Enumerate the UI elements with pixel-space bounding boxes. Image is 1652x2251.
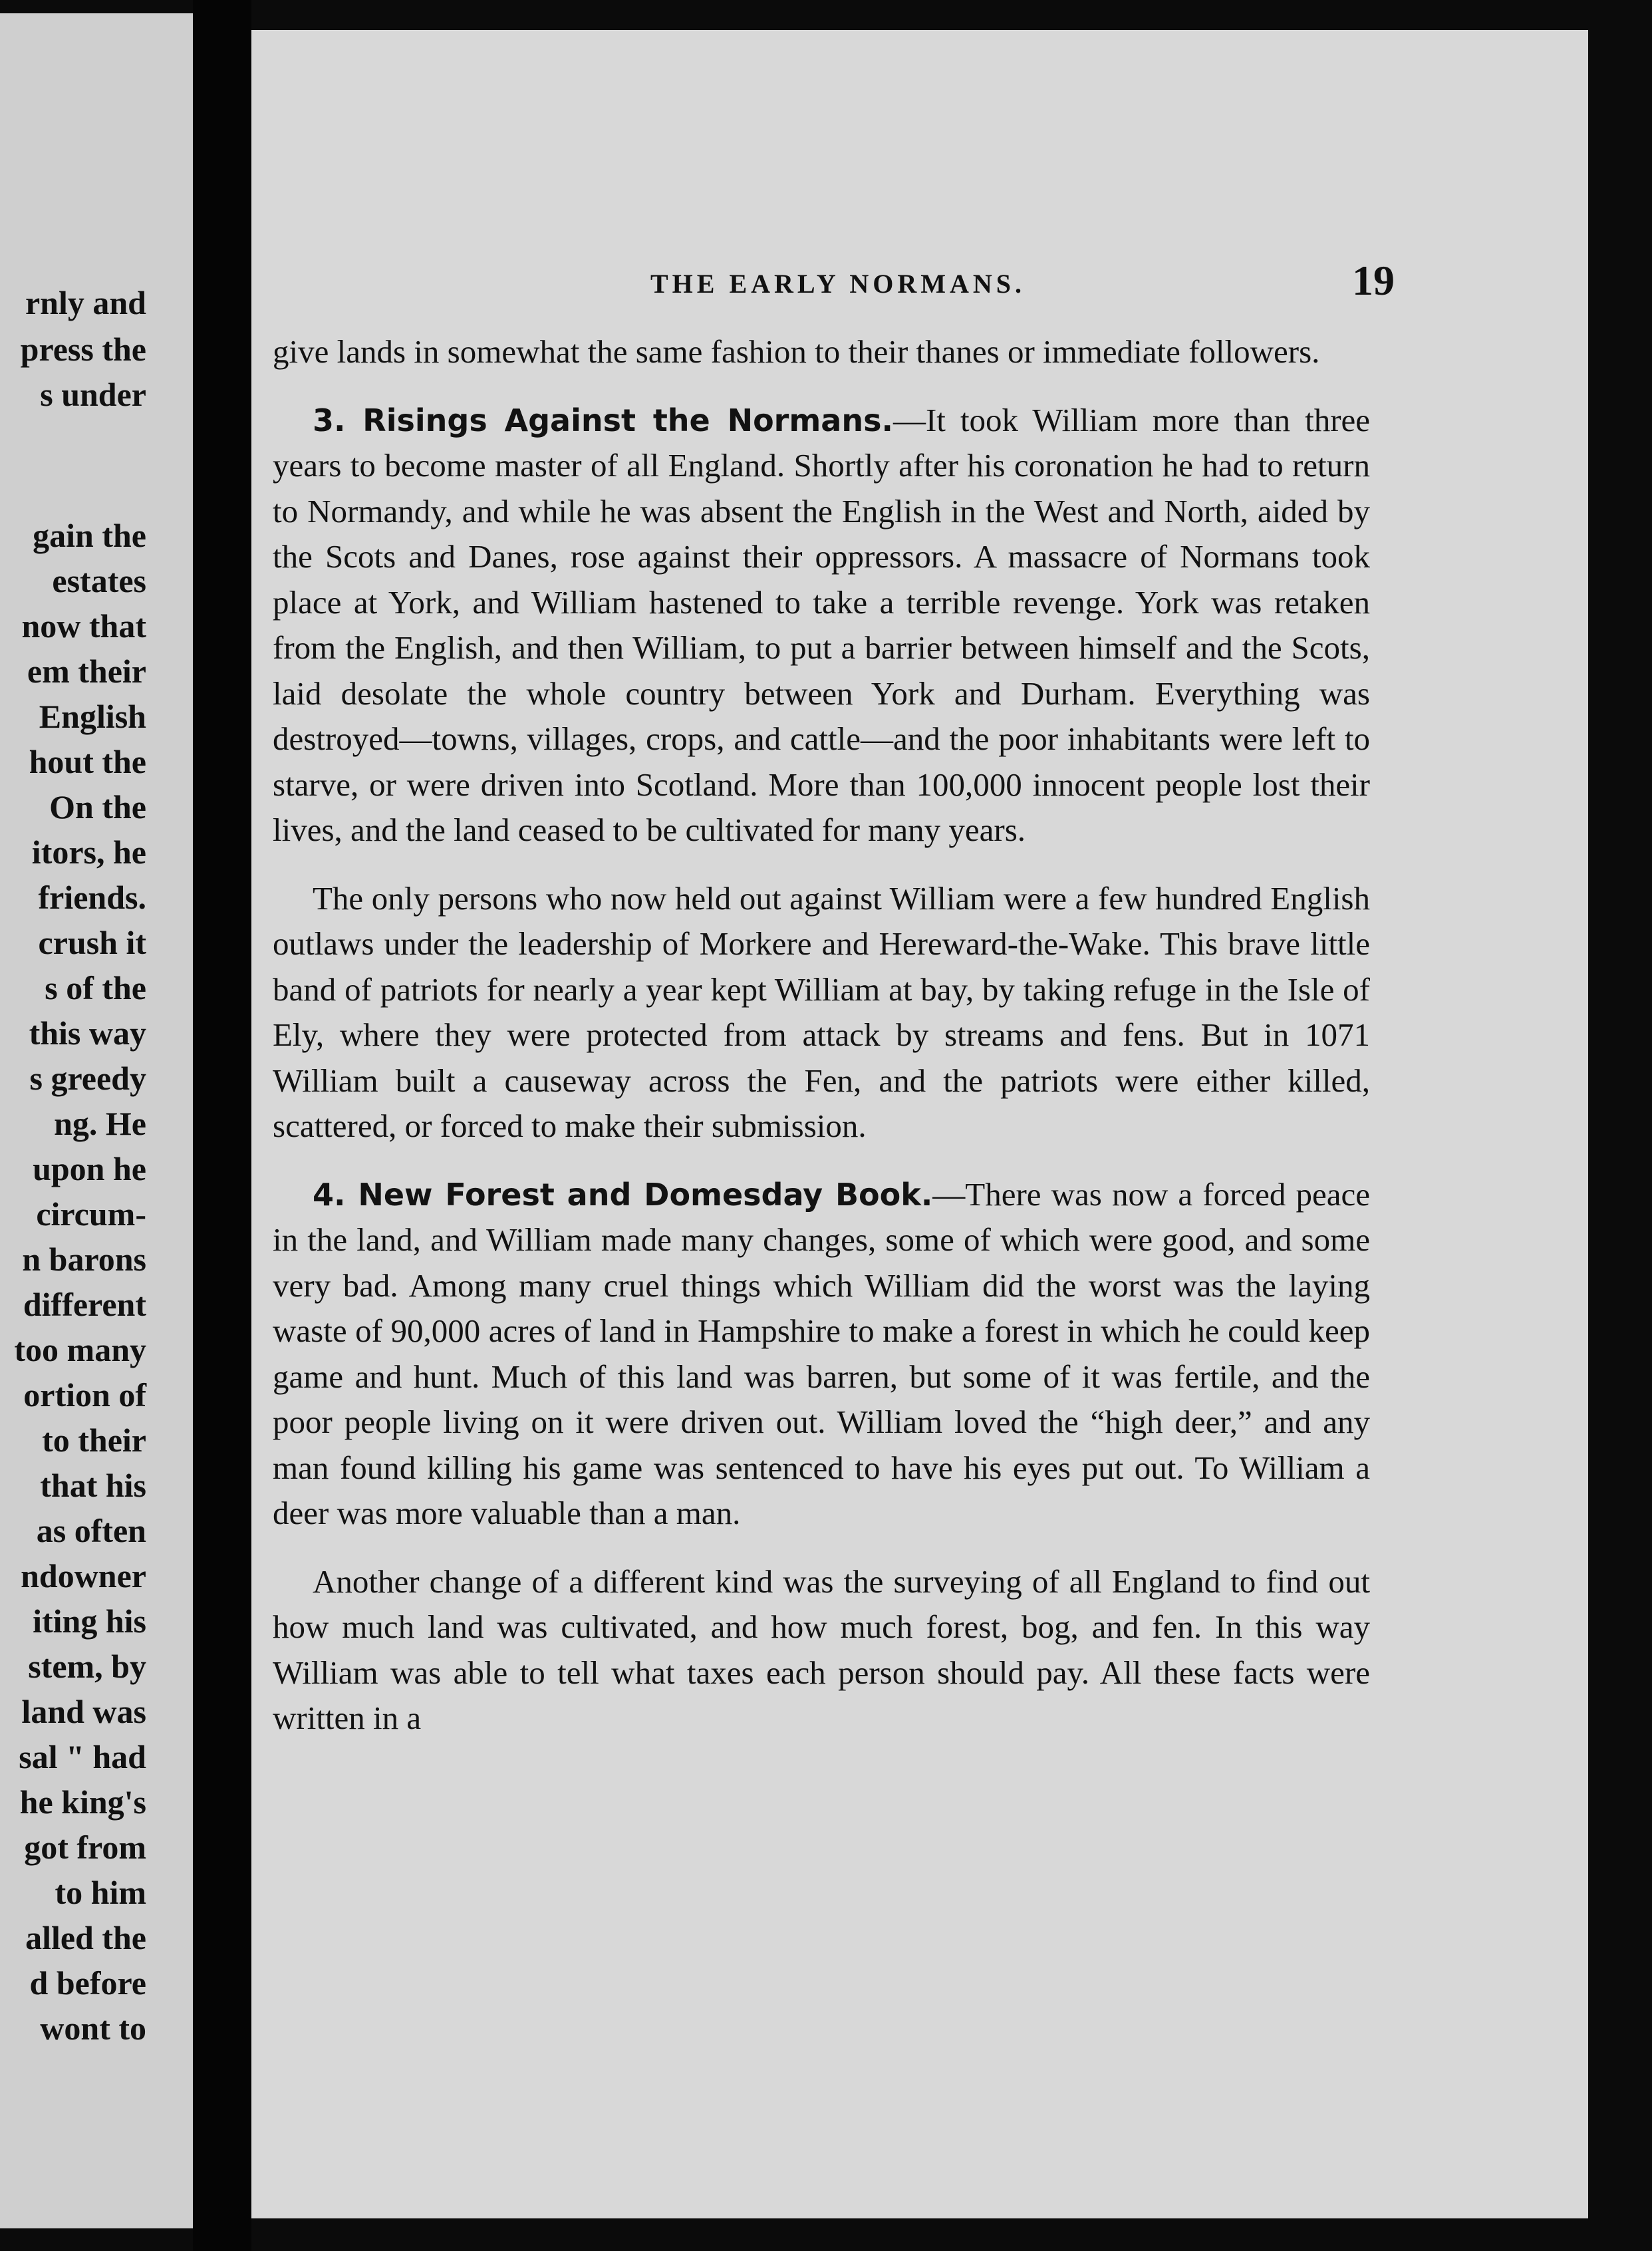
- section-4-text: —There was now a forced peace in the land, and William made many changes, some of which were good, and some very bad. Among many cruel things which William did the worst was the laying waste of 90,000 acres of land in Hampshire to make a forest in which he could keep game and hunt. Much of this land was barren, but some of it was fertile, and the poor people living on it were driven out. William loved the “high deer,” and any man found killing his game was sentenced to have his eyes put out. To William a deer was more valuable than a man.: [273, 1175, 1370, 1531]
- book-page: [251, 30, 1588, 2218]
- section-4-paragraph: [273, 1172, 1370, 1537]
- left-page-line: d before: [29, 1964, 146, 2002]
- left-page-line: he king's: [19, 1783, 146, 1821]
- left-page-line: circum-: [36, 1195, 146, 1233]
- left-page-line: rnly and: [25, 284, 146, 321]
- left-page-line: different: [23, 1286, 146, 1323]
- left-page-line: to him: [55, 1874, 146, 1911]
- left-page-line: em their: [27, 653, 146, 690]
- left-page-line: to their: [42, 1422, 146, 1459]
- left-page-line: that his: [40, 1467, 146, 1504]
- left-page-line: upon he: [33, 1150, 146, 1187]
- page-number: 19: [1352, 257, 1395, 304]
- book-gutter: [193, 0, 251, 2251]
- page-header: [251, 257, 1588, 315]
- left-page-line: ortion of: [23, 1376, 146, 1414]
- left-page-line: wont to: [40, 2010, 146, 2047]
- paragraph-continued: give lands in somewhat the same fashion to their thanes or immediate followers.: [273, 333, 1320, 370]
- left-page-line: English: [39, 698, 146, 735]
- left-page-line: gain the: [33, 517, 146, 554]
- page-body: [273, 329, 1370, 1741]
- left-page-line: friends.: [38, 879, 146, 916]
- left-page-fragment: [0, 13, 193, 2228]
- left-page-line: hout the: [29, 743, 146, 780]
- section-3-heading: 3. Risings Against the Normans.: [313, 402, 893, 438]
- left-page-line: s under: [40, 376, 146, 413]
- left-page-line: as often: [36, 1512, 146, 1549]
- section-3-text: —It took William more than three years to become master of all England. Shortly after his coronation he had to return to Normandy, and while he was absent the English in the West and North, aided by the Scots and Danes, rose against their oppressors. A massacre of Normans took place at York, and William hastened to take a terrible revenge. York was retaken from the English, and then William, to put a barrier between himself and the Scots, laid desolate the whole country between York and Durham. Everything was destroyed—towns, villages, crops, and cattle—and the poor inhabitants were left to starve, or were driven into Scotland. More than 100,000 innocent people lost their lives, and the land ceased to be cultivated for many years.: [273, 401, 1371, 848]
- left-page-line: estates: [52, 562, 146, 599]
- left-page-line: ng. He: [54, 1105, 146, 1142]
- left-page-line: s greedy: [29, 1060, 146, 1097]
- left-page-line: got from: [24, 1829, 146, 1866]
- left-page-line: s of the: [45, 969, 146, 1006]
- left-page-line: too many: [14, 1331, 146, 1368]
- left-page-line: crush it: [38, 924, 146, 961]
- paragraph-outlaws: The only persons who now held out against William were a few hundred English outlaws under the leadership of Morkere and Hereward-the-Wake. This brave little band of patriots for nearly a year kept William at bay, by taking refuge in the Isle of Ely, where they were protected from attack by streams and fens. But in 1071 William built a causeway across the Fen, and the patriots were either killed, scattered, or forced to make their submission.: [273, 879, 1370, 1144]
- left-page-line: alled the: [25, 1919, 146, 1956]
- running-head: THE EARLY NORMANS.: [650, 269, 1026, 299]
- left-page-line: On the: [49, 788, 146, 825]
- paragraph-survey: Another change of a different kind was the surveying of all England to find out how much land was cultivated, and how much forest, bog, and fen. In this way William was able to tell what taxes each person should pay. All these facts were written in a: [273, 1563, 1370, 1736]
- left-page-line: stem, by: [28, 1648, 146, 1685]
- left-page-line: ndowner: [21, 1557, 146, 1594]
- left-page-line: land was: [21, 1693, 146, 1730]
- section-4-heading: 4. New Forest and Domesday Book.: [313, 1176, 933, 1213]
- left-page-line: now that: [21, 607, 146, 645]
- left-page-line: press the: [20, 331, 146, 368]
- left-page-line: itors, he: [31, 833, 146, 871]
- left-page-line: iting his: [33, 1602, 146, 1640]
- left-page-line: n barons: [22, 1241, 146, 1278]
- left-page-line: sal " had: [19, 1738, 146, 1775]
- left-page-line: this way: [29, 1014, 146, 1052]
- section-3-paragraph: [273, 398, 1370, 853]
